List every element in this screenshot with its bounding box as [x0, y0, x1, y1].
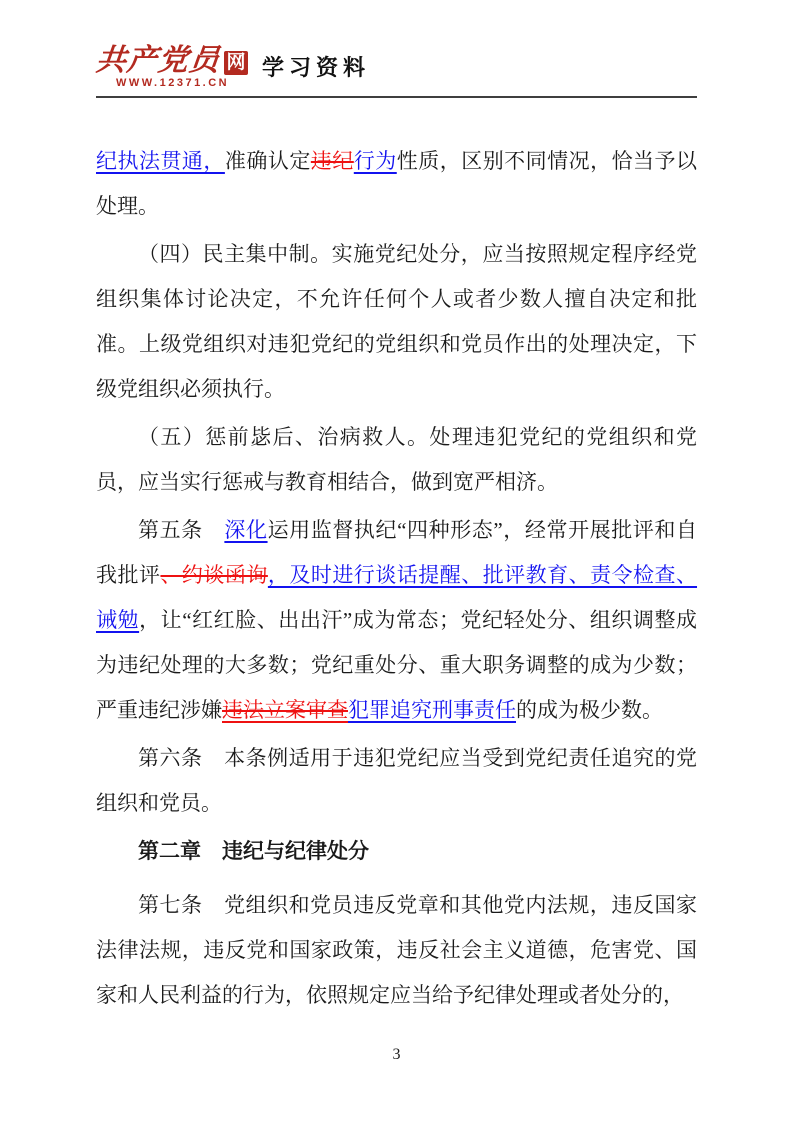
logo-net-badge: 网	[224, 51, 248, 75]
page-footer	[0, 1046, 793, 1064]
text-run-insert: 纪执法贯通，	[96, 149, 225, 173]
site-logo	[96, 46, 697, 89]
paragraph-article-7	[96, 883, 697, 1018]
text-run-normal: 第七条 党组织和党员违反党章和其他党内法规，违反国家法律法规，违反党和国家政策，违反社会主义道德，危害党、国家和人民利益的行为，依照规定应当给予纪律处理或者处分的，	[96, 893, 697, 1007]
paragraph-continued	[96, 139, 697, 229]
page-header	[96, 0, 697, 98]
text-run-normal: （五）惩前毖后、治病救人。处理违犯党纪的党组织和党员，应当实行惩戒与教育相结合，做到宽严相济。	[96, 425, 697, 494]
text-run-delete: 违纪	[310, 149, 354, 173]
text-run-bold: 第二章 违纪与纪律处分	[138, 839, 369, 863]
text-run-delete-underline: 违法立案审查	[222, 698, 348, 722]
text-run-normal: ，让“红红脸、出出汗”成为常态；党纪轻处分、组织调整成为违纪处理的大多数；党纪重处分、重大职务调整的成为少数；严重违纪涉嫌	[96, 608, 698, 722]
logo-url: WWW.12371.CN	[116, 77, 230, 89]
text-run-normal: 运用监督执纪“四种形态”，经常开展批评和自我批评	[96, 518, 698, 587]
chapter-heading	[96, 829, 697, 874]
text-run-delete: 、约谈函询	[160, 563, 268, 587]
text-run-normal: （四）民主集中制。实施党纪处分，应当按照规定程序经党组织集体讨论决定，不允许任何个人或者少数人擅自决定和批准。上级党组织对违犯党纪的党组织和党员作出的处理决定，下级党组织必须执行。	[96, 242, 697, 401]
logo-wordmark	[96, 46, 248, 76]
text-run-normal: 性质，区别不同情况，恰当予以处理。	[96, 149, 698, 218]
paragraph-item-5	[96, 415, 697, 505]
text-run-insert: 行为	[353, 149, 397, 173]
paragraph-article-5	[96, 508, 697, 733]
logo-block	[96, 46, 248, 89]
text-run-normal: 第六条 本条例适用于违犯党纪应当受到党纪责任追究的党组织和党员。	[96, 746, 697, 815]
page-number: 3	[392, 1046, 401, 1063]
document-body	[96, 139, 697, 1018]
doc-type-label: 学习资料	[262, 55, 371, 80]
text-run-insert: ，及时进行谈话提醒、批评教育、责令检查、诫勉	[96, 563, 698, 632]
text-run-insert: 犯罪追究刑事责任	[348, 698, 516, 722]
text-run-normal: 的成为极少数。	[516, 698, 663, 722]
text-run-insert: 深化	[224, 518, 268, 542]
text-run-normal: 第五条	[138, 518, 225, 542]
paragraph-item-4	[96, 232, 697, 412]
header-divider	[96, 96, 697, 98]
text-run-normal: 准确认定	[224, 149, 311, 173]
paragraph-article-6	[96, 736, 697, 826]
logo-calligraphy-text: 共产党员	[94, 44, 222, 77]
